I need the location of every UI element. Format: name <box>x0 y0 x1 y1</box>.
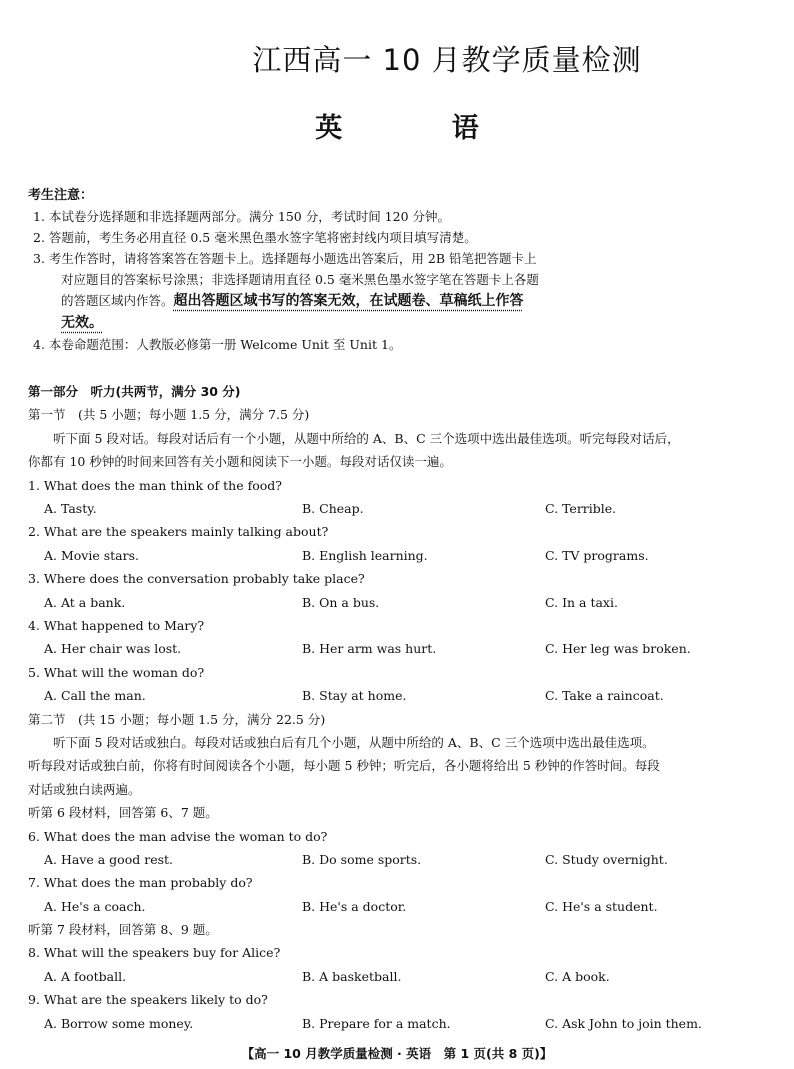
question-options <box>28 637 778 660</box>
question-stem: 9. What are the speakers likely to do? <box>28 992 268 1008</box>
option-c: C. Take a raincoat. <box>545 688 664 704</box>
option-b: B. Prepare for a match. <box>302 1015 451 1031</box>
material-7-note: 听第 7 段材料，回答第 8、9 题。 <box>28 922 218 938</box>
question-options <box>28 848 778 871</box>
notice-item-3-line-3 <box>28 290 648 312</box>
option-c: C. Ask John to join them. <box>545 1015 702 1031</box>
option-a: A. Her chair was lost. <box>44 641 182 657</box>
option-a: A. Borrow some money. <box>44 1015 194 1031</box>
option-b: B. English learning. <box>302 547 428 563</box>
option-b: B. A basketball. <box>302 968 402 984</box>
option-a: A. He's a coach. <box>44 898 146 914</box>
option-b: B. Stay at home. <box>302 688 407 704</box>
section1-instruction-line-2: 你都有 10 秒钟的时间来回答有关小题和阅读下一小题。每段对话仅读一遍。 <box>28 454 452 470</box>
candidate-notice <box>28 185 648 355</box>
notice-item-3-text: 的答题区域内作答。 <box>61 293 174 308</box>
notice-item-2: 2. 答题前，考生务必用直径 0.5 毫米黑色墨水签字笔将密封线内项目填写清楚。 <box>33 230 477 245</box>
question-stem: 3. Where does the conversation probably take place? <box>28 571 365 587</box>
option-b: B. He's a doctor. <box>302 898 407 914</box>
question-stem: 5. What will the woman do? <box>28 664 205 680</box>
option-c: C. Study overnight. <box>545 851 668 867</box>
notice-item-3-line-4 <box>28 312 648 334</box>
notice-emphasis-end: 无效。 <box>61 315 103 331</box>
option-a: A. Movie stars. <box>44 547 139 563</box>
option-c: C. Terrible. <box>545 500 617 516</box>
notice-heading: 考生注意： <box>28 188 94 203</box>
section1-heading: 第一节 (共 5 小题；每小题 1.5 分，满分 7.5 分) <box>28 407 310 423</box>
question-options <box>28 895 778 918</box>
question-options <box>28 544 778 567</box>
option-c: C. A book. <box>545 968 610 984</box>
option-a: A. A football. <box>44 968 127 984</box>
question-6 <box>28 825 778 872</box>
question-options <box>28 497 778 520</box>
section1-instruction-line-1: 听下面 5 段对话。每段对话后有一个小题，从题中所给的 A、B、C 三个选项中选出最佳选项。听完每段对话后， <box>53 430 680 446</box>
question-5 <box>28 661 778 708</box>
question-3 <box>28 567 778 614</box>
option-b: B. Her arm was hurt. <box>302 641 437 657</box>
notice-emphasis: 超出答题区域书写的答案无效，在试题卷、草稿纸上作答 <box>173 293 524 309</box>
subject-title: 英 语 <box>315 113 529 144</box>
section2-instructions <box>28 731 778 801</box>
notice-item-1: 1. 本试卷分选择题和非选择题两部分。满分 150 分，考试时间 120 分钟。 <box>33 209 451 224</box>
notice-item-3-line-2: 对应题目的答案标号涂黑；非选择题请用直径 0.5 毫米黑色墨水签字笔在答题卡上各题 <box>61 272 539 287</box>
question-stem: 2. What are the speakers mainly talking about? <box>28 524 329 540</box>
option-c: C. TV programs. <box>545 547 649 563</box>
question-7 <box>28 871 778 918</box>
option-c: C. In a taxi. <box>545 594 618 610</box>
question-options <box>28 684 778 707</box>
option-c: C. Her leg was broken. <box>545 641 691 657</box>
question-9 <box>28 988 778 1035</box>
section2-instruction-line-1: 听下面 5 段对话或独白。每段对话或独白后有几个小题，从题中所给的 A、B、C 三个选项中选出最佳选项。 <box>53 734 655 750</box>
part1-heading: 第一部分 听力(共两节，满分 30 分) <box>28 384 241 399</box>
exam-title: 江西高一 10 月教学质量检测 <box>252 43 642 77</box>
section1-instructions <box>28 427 778 474</box>
material-6-note: 听第 6 段材料，回答第 6、7 题。 <box>28 805 218 821</box>
section2-instruction-line-3: 对话或独白读两遍。 <box>28 781 141 797</box>
question-2 <box>28 520 778 567</box>
page-footer: 【高一 10 月教学质量检测 · 英语 第 1 页(共 8 页)】 <box>241 1046 553 1061</box>
question-stem: 1. What does the man think of the food? <box>28 477 282 493</box>
question-4 <box>28 614 778 661</box>
notice-item-4: 4. 本卷命题范围：人教版必修第一册 Welcome Unit 至 Unit 1。 <box>33 337 402 352</box>
option-a: A. At a bank. <box>44 594 126 610</box>
exam-body <box>28 380 778 1035</box>
section2-heading: 第二节 (共 15 小题；每小题 1.5 分，满分 22.5 分) <box>28 711 326 727</box>
question-8 <box>28 941 778 988</box>
question-options <box>28 965 778 988</box>
option-c: C. He's a student. <box>545 898 658 914</box>
question-stem: 8. What will the speakers buy for Alice? <box>28 945 281 961</box>
question-options <box>28 591 778 614</box>
notice-item-3: 3. 考生作答时，请将答案答在答题卡上。选择题每小题选出答案后，用 2B 铅笔把答题卡上 <box>33 251 537 266</box>
option-a: A. Tasty. <box>44 500 97 516</box>
option-b: B. On a bus. <box>302 594 380 610</box>
option-b: B. Do some sports. <box>302 851 422 867</box>
section2-instruction-line-2: 听每段对话或独白前，你将有时间阅读各个小题，每小题 5 秒钟；听完后，各小题将给出 5 秒钟的作答时间。每段 <box>28 758 660 774</box>
option-b: B. Cheap. <box>302 500 364 516</box>
question-stem: 6. What does the man advise the woman to do? <box>28 828 328 844</box>
question-options <box>28 1012 778 1035</box>
question-stem: 4. What happened to Mary? <box>28 617 205 633</box>
option-a: A. Call the man. <box>44 688 146 704</box>
question-1 <box>28 474 778 521</box>
option-a: A. Have a good rest. <box>44 851 173 867</box>
question-stem: 7. What does the man probably do? <box>28 875 253 891</box>
